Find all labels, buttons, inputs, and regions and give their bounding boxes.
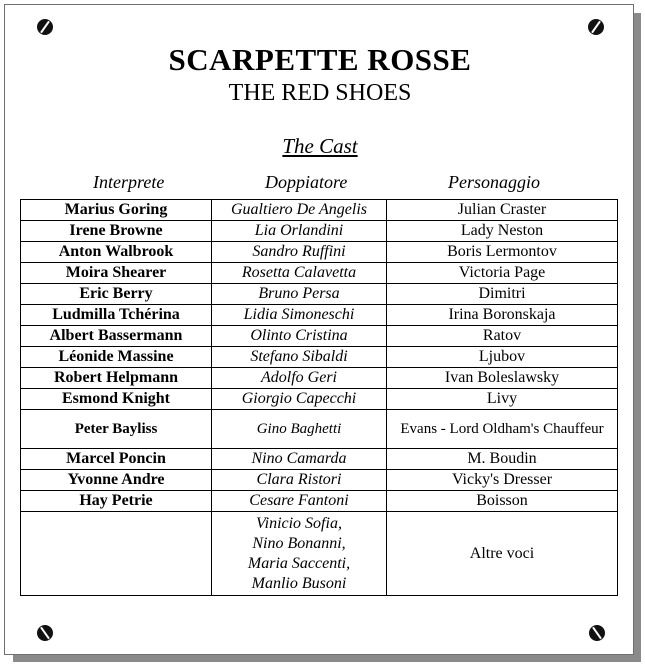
column-header-interprete: Interprete: [93, 172, 165, 192]
actor-cell: [21, 512, 212, 596]
voice-actor-cell: Adolfo Geri: [212, 368, 387, 389]
column-header-personaggio: Personaggio: [448, 172, 540, 192]
actor-cell: Léonide Massine: [21, 347, 212, 368]
voice-actor-name: Maria Saccenti,: [247, 554, 351, 572]
actor-cell: Robert Helpmann: [21, 368, 212, 389]
table-row: [21, 305, 618, 326]
table-row: [21, 200, 618, 221]
actor-cell: Peter Bayliss: [21, 410, 212, 449]
screw-icon: [588, 19, 604, 35]
actor-cell: Anton Walbrook: [21, 242, 212, 263]
voice-actor-cell: Lidia Simoneschi: [212, 305, 387, 326]
table-row: [21, 221, 618, 242]
voice-actor-name: Vinicio Sofia,: [256, 514, 342, 532]
screw-icon: [589, 625, 605, 641]
voice-actor-cell: Lia Orlandini: [212, 221, 387, 242]
table-row: [21, 491, 618, 512]
voice-actor-name: Nino Bonanni,: [252, 534, 346, 552]
role-cell: M. Boudin: [387, 449, 618, 470]
table-row: [21, 470, 618, 491]
table-row: [21, 284, 618, 305]
role-cell: Ratov: [387, 326, 618, 347]
voice-actor-cell: Giorgio Capecchi: [212, 389, 387, 410]
cast-table: [20, 199, 618, 596]
screw-icon: [37, 19, 53, 35]
table-row: [21, 368, 618, 389]
voice-actor-cell: Sandro Ruffini: [212, 242, 387, 263]
actor-cell: Irene Browne: [21, 221, 212, 242]
voice-actor-cell: Cesare Fantoni: [212, 491, 387, 512]
role-cell: Altre voci: [387, 512, 618, 596]
voice-actor-cell: [212, 512, 387, 596]
role-cell: Victoria Page: [387, 263, 618, 284]
voice-actor-cell: Bruno Persa: [212, 284, 387, 305]
table-row: [21, 449, 618, 470]
role-cell: Boris Lermontov: [387, 242, 618, 263]
cast-heading: The Cast: [282, 134, 358, 158]
page-title: SCARPETTE ROSSE: [168, 42, 472, 77]
role-cell: Boisson: [387, 491, 618, 512]
table-row: [21, 326, 618, 347]
voice-actor-cell: Rosetta Calavetta: [212, 263, 387, 284]
role-cell: Livy: [387, 389, 618, 410]
actor-cell: Albert Bassermann: [21, 326, 212, 347]
screw-icon: [37, 625, 53, 641]
table-row: [21, 347, 618, 368]
table-row: [21, 512, 618, 596]
role-cell: Dimitri: [387, 284, 618, 305]
actor-cell: Moira Shearer: [21, 263, 212, 284]
voice-actor-cell: Gualtiero De Angelis: [212, 200, 387, 221]
actor-cell: Esmond Knight: [21, 389, 212, 410]
voice-actor-cell: Olinto Cristina: [212, 326, 387, 347]
actor-cell: Marcel Poncin: [21, 449, 212, 470]
cast-plate: [4, 4, 634, 655]
actor-cell: Ludmilla Tchérina: [21, 305, 212, 326]
role-cell: Vicky's Dresser: [387, 470, 618, 491]
actor-cell: Yvonne Andre: [21, 470, 212, 491]
role-cell: Evans - Lord Oldham's Chauffeur: [387, 410, 618, 449]
role-cell: Julian Craster: [387, 200, 618, 221]
voice-actor-cell: Nino Camarda: [212, 449, 387, 470]
page-subtitle: THE RED SHOES: [228, 80, 412, 106]
role-cell: Irina Boronskaja: [387, 305, 618, 326]
table-row: [21, 263, 618, 284]
column-header-doppiatore: Doppiatore: [265, 172, 348, 192]
actor-cell: Hay Petrie: [21, 491, 212, 512]
actor-cell: Marius Goring: [21, 200, 212, 221]
role-cell: Lady Neston: [387, 221, 618, 242]
role-cell: Ivan Boleslawsky: [387, 368, 618, 389]
table-row: [21, 410, 618, 449]
role-cell: Ljubov: [387, 347, 618, 368]
voice-actor-name: Manlio Busoni: [251, 574, 347, 592]
voice-actor-cell: Gino Baghetti: [212, 410, 387, 449]
actor-cell: Eric Berry: [21, 284, 212, 305]
table-row: [21, 389, 618, 410]
table-row: [21, 242, 618, 263]
voice-actor-cell: Clara Ristori: [212, 470, 387, 491]
voice-actor-cell: Stefano Sibaldi: [212, 347, 387, 368]
